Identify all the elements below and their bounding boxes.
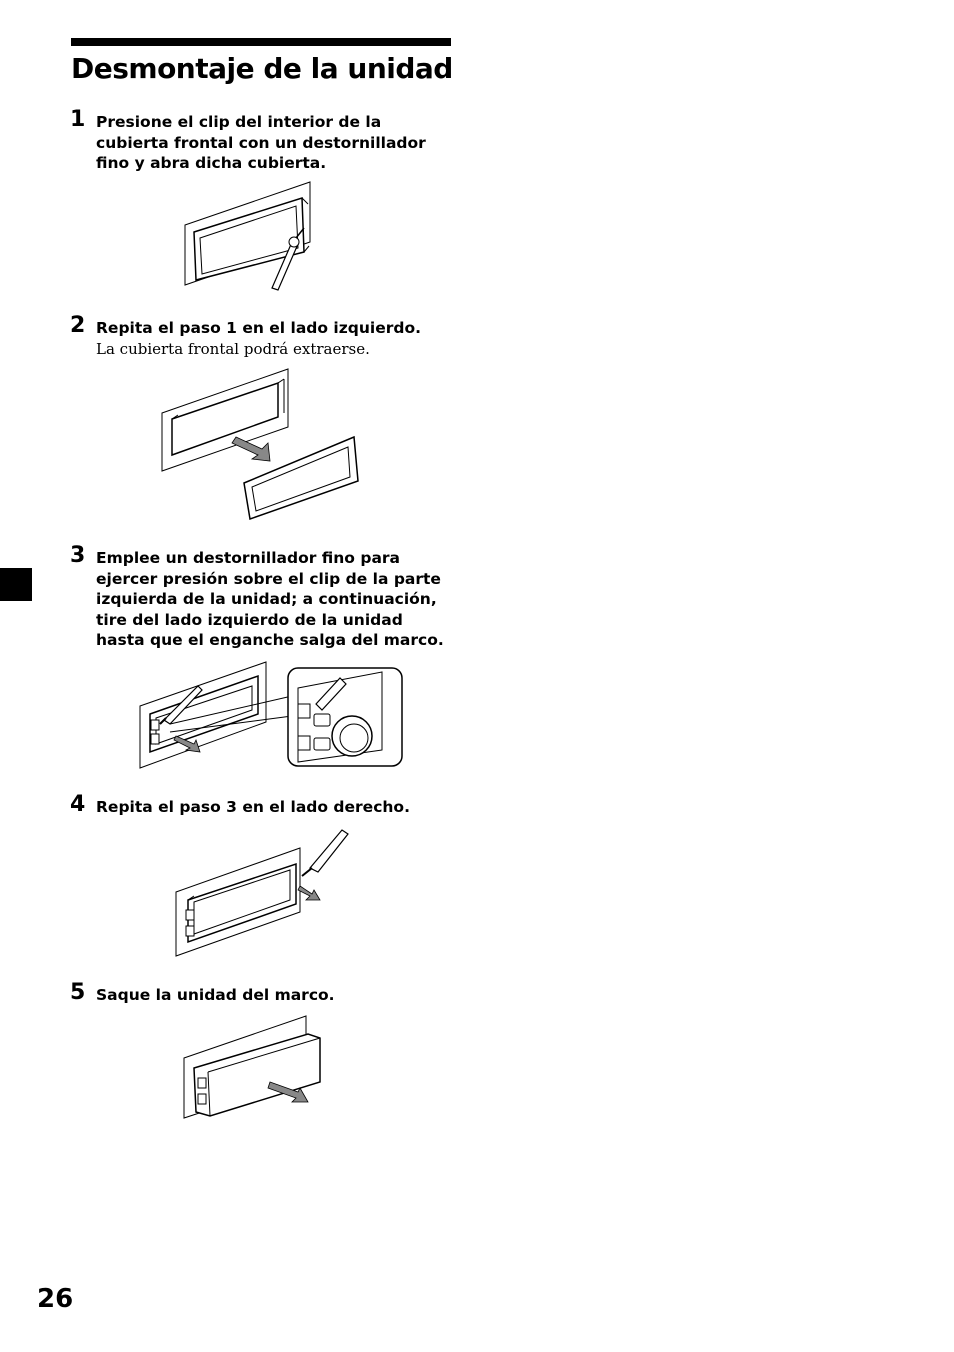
step-4-text: Repita el paso 3 en el lado derecho. [96, 798, 410, 816]
step-2-subtext: La cubierta frontal podrá extraerse. [96, 340, 370, 358]
step-5-illustration [180, 1012, 330, 1124]
step-4-illustration [172, 822, 358, 960]
step-1-number: 1 [70, 107, 86, 132]
step-2-illustration [158, 365, 368, 525]
step-3-illustration [136, 658, 408, 774]
step-2-number: 2 [70, 313, 86, 338]
step-1-illustration [180, 180, 320, 295]
step-2-text: Repita el paso 1 en el lado izquierdo. [96, 319, 421, 337]
step-1-text: Presione el clip del interior de la cubierta frontal con un destornillador fino y abra dicha cubierta. [96, 113, 426, 172]
page-title: Desmontaje de la unidad [71, 52, 453, 85]
section-tab [0, 568, 32, 601]
step-4-number: 4 [70, 792, 86, 817]
title-rule [71, 38, 451, 46]
step-5-text: Saque la unidad del marco. [96, 986, 335, 1004]
page-number: 26 [37, 1284, 74, 1314]
step-3-number: 3 [70, 543, 86, 568]
step-5-number: 5 [70, 980, 86, 1005]
step-3-text: Emplee un destornillador fino para ejercer presión sobre el clip de la parte izquierda de la unidad; a continuación, tire del lado izquierdo de la unidad hasta que el enganche salga del marco. [96, 549, 444, 649]
